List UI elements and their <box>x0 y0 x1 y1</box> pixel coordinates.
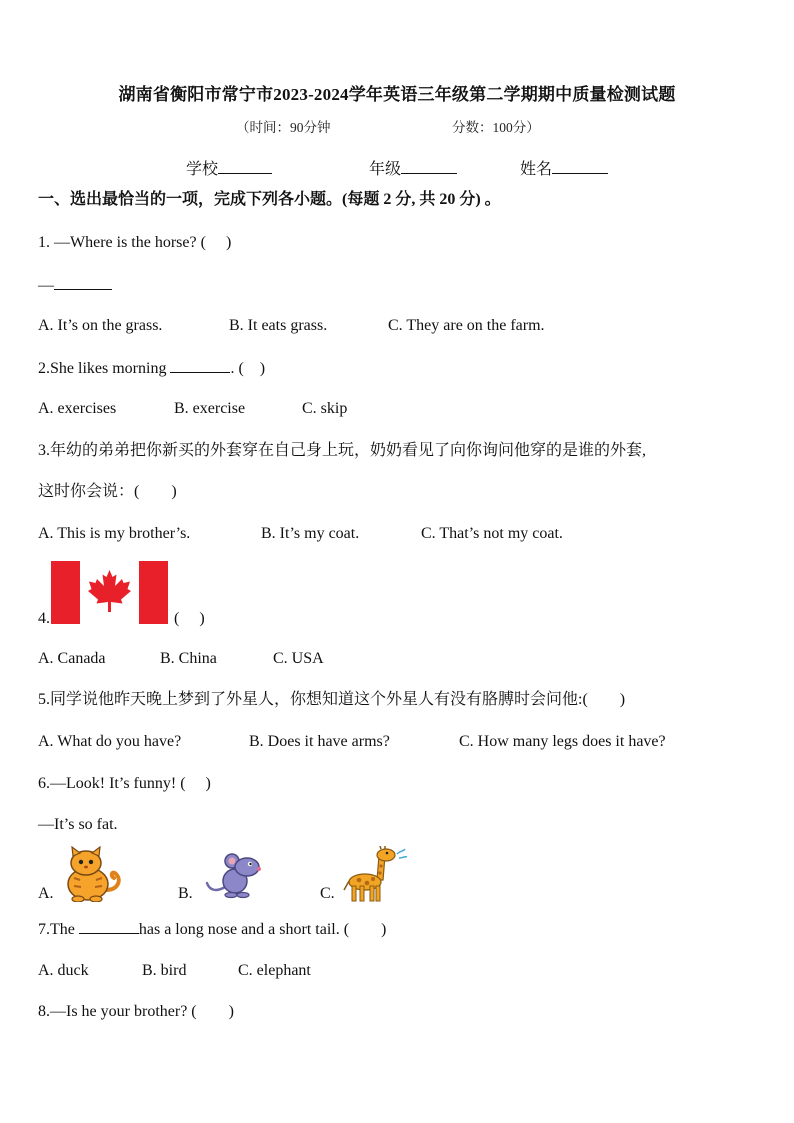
page-title: 湖南省衡阳市常宁市2023-2024学年英语三年级第二学期期中质量检测试题 <box>118 85 676 104</box>
school-field <box>186 159 272 180</box>
name-field <box>520 159 608 180</box>
reply-dash: — <box>38 277 54 294</box>
question-6-option-a[interactable]: A. <box>38 885 54 902</box>
grade-label: 年级 <box>369 161 402 178</box>
question-2-option-a[interactable]: A. exercises <box>38 400 117 417</box>
school-blank[interactable] <box>218 159 272 174</box>
question-4-paren: ( ) <box>174 610 205 627</box>
school-label: 学校 <box>186 161 219 178</box>
question-4-option-b[interactable]: B. China <box>160 650 217 667</box>
question-4-option-a[interactable]: A. Canada <box>38 650 106 667</box>
question-5-stem: 5.同学说他昨天晚上梦到了外星人，你想知道这个外星人有没有胳膊时会问他:( ) <box>38 691 626 708</box>
question-3-stem-line2: 这时你会说：( ) <box>38 483 177 500</box>
question-7-option-a[interactable]: A. duck <box>38 962 89 979</box>
question-7-stem-pre: 7.The <box>38 921 75 938</box>
question-2-stem-pre: 2.She likes morning <box>38 360 167 377</box>
name-label: 姓名 <box>520 161 553 178</box>
question-3-stem-line1: 3.年幼的弟弟把你新买的外套穿在自己身上玩，奶奶看见了向你询问他穿的是谁的外套, <box>38 442 647 459</box>
flag-left-band <box>51 561 80 624</box>
section-heading: 一、选出最恰当的一项，完成下列各小题。(每题 2 分, 共 20 分) 。 <box>38 191 501 208</box>
question-4-number: 4. <box>38 610 50 627</box>
question-5-option-a[interactable]: A. What do you have? <box>38 733 182 750</box>
question-7-stem-post: has a long nose and a short tail. ( ) <box>138 921 387 938</box>
question-7-option-b[interactable]: B. bird <box>142 962 187 979</box>
exam-time: （时间：90分钟 <box>236 120 331 135</box>
question-2-stem-post: . ( ) <box>230 360 266 377</box>
giraffe-icon[interactable] <box>343 846 409 902</box>
question-7-stem <box>38 919 386 940</box>
canada-flag-image <box>51 561 168 624</box>
question-1-option-c[interactable]: C. They are on the farm. <box>388 317 545 334</box>
answer-blank[interactable] <box>170 358 230 373</box>
question-1-option-b[interactable]: B. It eats grass. <box>229 317 328 334</box>
question-1-reply <box>38 275 112 296</box>
question-6-reply: —It’s so fat. <box>38 816 118 833</box>
question-6-stem: 6.—Look! It’s funny! ( ) <box>38 775 211 792</box>
grade-field <box>369 159 457 180</box>
question-2-option-c[interactable]: C. skip <box>302 400 348 417</box>
question-1-option-a[interactable]: A. It’s on the grass. <box>38 317 163 334</box>
question-3-option-b[interactable]: B. It’s my coat. <box>261 525 360 542</box>
question-4-option-c[interactable]: C. USA <box>273 650 324 667</box>
answer-blank[interactable] <box>54 275 112 290</box>
flag-right-band <box>139 561 168 624</box>
question-6-option-b[interactable]: B. <box>178 885 193 902</box>
question-3-option-c[interactable]: C. That’s not my coat. <box>421 525 563 542</box>
question-2-stem <box>38 358 265 379</box>
question-2-option-b[interactable]: B. exercise <box>174 400 246 417</box>
question-6-option-c[interactable]: C. <box>320 885 335 902</box>
question-7-option-c[interactable]: C. elephant <box>238 962 311 979</box>
question-3-option-a[interactable]: A. This is my brother’s. <box>38 525 191 542</box>
name-blank[interactable] <box>552 159 608 174</box>
question-1-stem: 1. —Where is the horse? ( ) <box>38 234 232 251</box>
mouse-icon[interactable] <box>205 853 267 899</box>
question-5-option-c[interactable]: C. How many legs does it have? <box>459 733 666 750</box>
question-5-option-b[interactable]: B. Does it have arms? <box>249 733 390 750</box>
grade-blank[interactable] <box>401 159 457 174</box>
cat-icon[interactable] <box>60 846 124 902</box>
answer-blank[interactable] <box>79 919 139 934</box>
exam-score: 分数：100分） <box>452 120 540 135</box>
question-8-stem: 8.—Is he your brother? ( ) <box>38 1003 234 1020</box>
